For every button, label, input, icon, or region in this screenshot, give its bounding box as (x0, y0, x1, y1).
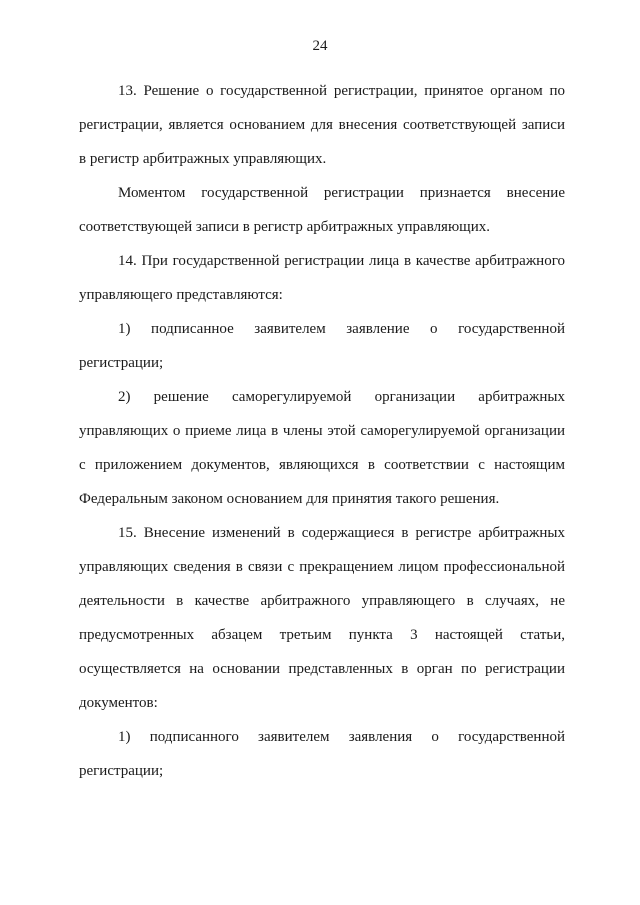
paragraph-14 (79, 244, 565, 312)
text-line: осуществляется на основании представленных в орган по регистрации (79, 661, 565, 677)
paragraph-15-item-1 (79, 720, 565, 788)
document-body (79, 74, 565, 788)
page-number: 24 (312, 38, 328, 54)
text-line: документов: (79, 695, 158, 711)
paragraph-15 (79, 516, 565, 720)
text-line: регистрации; (79, 355, 164, 371)
text-line: 1) подписанного заявителем заявления о государственной (118, 729, 565, 745)
text-line: Федеральным законом основанием для принятия такого решения. (79, 491, 500, 507)
text-line: 14. При государственной регистрации лица в качестве арбитражного (118, 253, 565, 269)
text-line: регистрации; (79, 763, 164, 779)
text-line: 2) решение саморегулируемой организации арбитражных (118, 389, 565, 405)
text-line: 15. Внесение изменений в содержащиеся в регистре арбитражных (118, 525, 565, 541)
text-line: управляющих о приеме лица в члены этой саморегулируемой организации (79, 423, 565, 439)
text-line: с приложением документов, являющихся в соответствии с настоящим (79, 457, 565, 473)
text-line: 13. Решение о государственной регистрации, принятое органом по (118, 83, 565, 99)
text-line: управляющего представляются: (79, 287, 283, 303)
paragraph-14-item-2 (79, 380, 565, 516)
text-line: управляющих сведения в связи с прекращением лицом профессиональной (79, 559, 565, 575)
text-line: предусмотренных абзацем третьим пункта 3 настоящей статьи, (79, 627, 565, 643)
text-line: соответствующей записи в регистр арбитражных управляющих. (79, 219, 490, 235)
paragraph-14-item-1 (79, 312, 565, 380)
text-line: регистрации, является основанием для внесения соответствующей записи (79, 117, 565, 133)
text-line: Моментом государственной регистрации признается внесение (118, 185, 565, 201)
paragraph-13 (79, 74, 565, 176)
text-line: в регистр арбитражных управляющих. (79, 151, 327, 167)
text-line: деятельности в качестве арбитражного управляющего в случаях, не (79, 593, 565, 609)
text-line: 1) подписанное заявителем заявление о государственной (118, 321, 565, 337)
paragraph-registration-moment (79, 176, 565, 244)
